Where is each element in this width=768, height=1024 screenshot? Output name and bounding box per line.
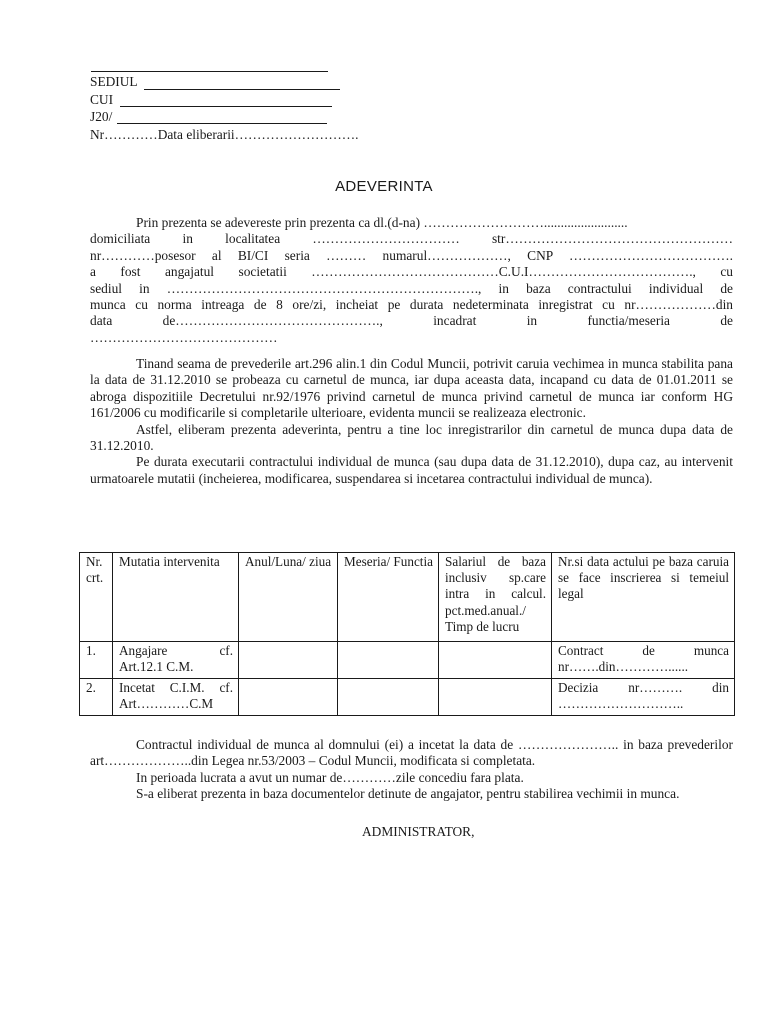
row-act-line-1: Contract de munca — [558, 643, 729, 658]
para1-line-6: munca cu norma intreaga de 8 ore/zi, incheiat pe durata nedeterminata inregistrat cu nr………………din — [90, 297, 733, 313]
table-row — [80, 679, 735, 716]
legal-text-block — [90, 356, 733, 487]
row-nr: 1. — [80, 642, 113, 679]
row-mutatia-line-1: Incetat C.I.M. cf. — [119, 680, 233, 695]
row-meseria — [338, 679, 439, 716]
paragraph-astfel: Astfel, eliberam prezenta adeverinta, pentru a tine loc inregistrarilor din carnetul de munca dupa data de 31.12.2010. — [90, 421, 733, 454]
para1-line-3: nr…………posesor al BI/CI seria ……… numarul………………, CNP ………………………………. — [90, 247, 733, 263]
row-data — [239, 679, 338, 716]
row-mutatia-line-1: Angajare cf. — [119, 643, 233, 658]
table-header-row — [80, 553, 735, 642]
header-data: Anul/Luna/ ziua — [239, 553, 338, 642]
paragraph-identification — [90, 215, 733, 346]
sediu-label: SEDIUL — [90, 74, 138, 89]
para1-line-4: a fost angajatul societatii ……………………………………C.U.I………………………………., cu — [90, 264, 733, 280]
row-mutatia-line-2: Art…………C.M — [119, 696, 214, 712]
header-meseria: Meseria/ Functia — [338, 553, 439, 642]
table-row — [80, 642, 735, 679]
cui-label: CUI — [90, 92, 114, 107]
paragraph-mutatii: Pe durata executarii contractului individual de munca (sau dupa data de 31.12.2010), dupa caz, au intervenit urmatoarele mutatii (incheierea, modificarea, suspendarea si incetarea contractului individual de munca). — [90, 454, 733, 486]
row-meseria — [338, 642, 439, 679]
paragraph-incetare: Contractul individual de munca al domnului (ei) a incetat la data de ………………….. in baza prevederilor art………………..din Legea nr.53/2003 – Codul Muncii, modificata si completata. — [90, 737, 733, 769]
row-nr: 2. — [80, 679, 113, 716]
para1-line-7: data de………………………………………., incadrat in functia/meseria de — [90, 313, 733, 329]
row-mutatia-line-2: Art.12.1 C.M. — [119, 659, 194, 675]
company-name-blank-line — [91, 71, 328, 72]
header-nr-crt: Nr. crt. — [80, 553, 113, 642]
row-act — [552, 642, 735, 679]
row-data — [239, 642, 338, 679]
signature-administrator: ADMINISTRATOR, — [362, 824, 475, 839]
paragraph-concediu: In perioada lucrata a avut un numar de…………zile concediu fara plata. — [136, 769, 524, 785]
header-salariul: Salariul de baza inclusiv sp.care intra in calcul. pct.med.anual./ Timp de lucru — [439, 553, 552, 642]
sediu-blank-line — [144, 89, 340, 90]
row-act-line-2: ……………………….. — [558, 696, 684, 712]
nr-data-eliberarii: Nr…………Data eliberarii………………………. — [90, 127, 359, 142]
j20-blank-line — [117, 123, 327, 124]
mutations-table — [79, 552, 735, 716]
row-mutatia — [113, 679, 239, 716]
header-mutatia: Mutatia intervenita — [113, 553, 239, 642]
paragraph-eliberare: S-a eliberat prezenta in baza documentelor detinute de angajator, pentru stabilirea vechimii in munca. — [136, 786, 680, 802]
cui-blank-line — [120, 106, 332, 107]
row-act-line-2: nr…….din…………...... — [558, 659, 689, 675]
row-mutatia — [113, 642, 239, 679]
row-salariul — [439, 679, 552, 716]
row-salariul — [439, 642, 552, 679]
j20-label: J20/ — [90, 109, 113, 124]
header-act: Nr.si data actului pe baza caruia se face inscrierea si temeiul legal — [552, 553, 735, 642]
row-act-line-1: Decizia nr………. din — [558, 680, 729, 695]
document-title: ADEVERINTA — [335, 178, 433, 195]
para1-line-8: …………………………………… — [90, 329, 278, 345]
para1-line-5: sediul in ……………………………………………………………., in baza contractului individual de — [90, 280, 733, 296]
para1-line-2: domiciliata in localitatea …………………………… str…………………………………………… — [90, 231, 733, 247]
paragraph-codul-muncii: Tinand seama de prevederile art.296 alin.1 din Codul Muncii, potrivit caruia vechimea in munca stabilita pana la data de 31.12.2010 se probeaza cu carnetul de munca, iar dupa aceasta data, incapand cu data de 01.01.2011 se abroga dispozitiile Decretului nr.92/1976 privind carnetul de munca privind carnetul de munca iar conform HG 161/2006 cu modificarile si completarile ulterioare, evidenta muncii se realizeaza electronic. — [90, 356, 733, 421]
closing-text-block — [90, 737, 733, 803]
para1-line-1: Prin prezenta se adevereste prin prezenta ca dl.(d-na) ………………………......................... — [136, 215, 628, 230]
row-act — [552, 679, 735, 716]
